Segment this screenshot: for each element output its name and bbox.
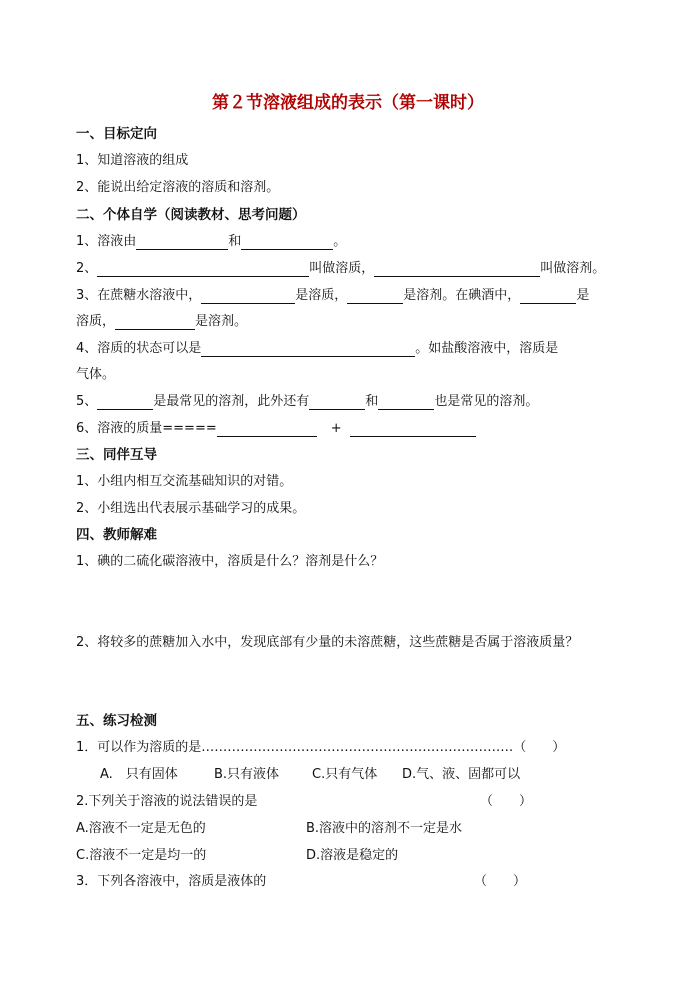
exercise-1: 1．可以作为溶质的是………………………………………………………………（ ）: [76, 740, 566, 755]
section-heading: 五、练习检测: [76, 713, 157, 729]
list-item: 2、能说出给定溶液的溶质和溶剂。: [76, 180, 280, 195]
question-text: 2、: [76, 261, 98, 276]
question-text: 叫做溶剂。: [540, 261, 606, 276]
answer-paren: （ ）: [480, 794, 533, 809]
section-heading: 一、目标定向: [76, 126, 157, 142]
answer-blank[interactable]: [115, 316, 195, 330]
question-text: 6、溶液的质量=====: [76, 421, 217, 436]
answer-paren: （ ）: [474, 874, 527, 889]
question-3: [76, 288, 589, 304]
answer-blank[interactable]: [241, 236, 333, 250]
option-b[interactable]: B.只有液体: [214, 767, 280, 782]
question-text: 1、溶液由: [76, 234, 137, 249]
question-text: 和: [365, 394, 379, 409]
answer-blank[interactable]: [136, 236, 228, 250]
answer-blank[interactable]: [378, 396, 434, 410]
answer-blank[interactable]: [201, 343, 415, 357]
option-d[interactable]: D.溶液是稳定的: [306, 848, 399, 863]
question-5: [76, 394, 538, 410]
question-text: 。: [333, 234, 347, 249]
question-text: 是溶剂。: [195, 314, 248, 329]
answer-blank[interactable]: [374, 263, 540, 277]
section-heading: 四、教师解难: [76, 527, 157, 543]
list-item: 1、知道溶液的组成: [76, 153, 189, 168]
question-text: 是溶剂。在碘酒中，: [403, 288, 521, 303]
option-c[interactable]: C.只有气体: [312, 767, 378, 782]
option-a[interactable]: A. 只有固体: [100, 767, 178, 782]
list-item: 1、碘的二硫化碳溶液中，溶质是什么？溶剂是什么？: [76, 554, 384, 569]
exercise-3: 3．下列各溶液中，溶质是液体的: [76, 874, 267, 889]
exercise-1-options: [100, 767, 520, 783]
option-c[interactable]: C.溶液不一定是均一的: [76, 848, 207, 863]
question-text: 是最常见的溶剂，此外还有: [153, 394, 310, 409]
answer-blank[interactable]: [217, 423, 317, 437]
answer-blank[interactable]: [309, 396, 365, 410]
question-1: [76, 234, 346, 250]
question-text: 和: [228, 234, 242, 249]
question-text: 3、在蔗糖水溶液中，: [76, 288, 202, 303]
section-heading: 三、同伴互导: [76, 447, 157, 463]
list-item: 2、将较多的蔗糖加入水中，发现底部有少量的未溶蔗糖，这些蔗糖是否属于溶液质量？: [76, 635, 579, 650]
question-text: +: [330, 421, 342, 436]
answer-blank[interactable]: [520, 290, 576, 304]
question-2: [76, 261, 605, 277]
question-text: 溶质，: [76, 314, 116, 329]
question-text: 也是常见的溶剂。: [434, 394, 539, 409]
list-item: 2、小组选出代表展示基础学习的成果。: [76, 501, 306, 516]
exercise-2: 2.下列关于溶液的说法错误的是: [76, 794, 258, 809]
question-4-cont: 气体。: [76, 367, 116, 382]
answer-blank[interactable]: [97, 396, 153, 410]
question-text: 。如盐酸溶液中，溶质是: [415, 341, 559, 356]
option-b[interactable]: B.溶液中的溶剂不一定是水: [306, 821, 463, 836]
answer-blank[interactable]: [347, 290, 403, 304]
page-title: 第２节溶液组成的表示（第一课时）: [212, 93, 484, 113]
section-heading: 二、个体自学（阅读教材、思考问题）: [76, 207, 306, 223]
question-text: 是: [576, 288, 590, 303]
question-4: [76, 341, 558, 357]
list-item: 1、小组内相互交流基础知识的对错。: [76, 474, 293, 489]
option-a[interactable]: A.溶液不一定是无色的: [76, 821, 206, 836]
question-3-cont: [76, 314, 247, 330]
question-text: 4、溶质的状态可以是: [76, 341, 202, 356]
question-text: 是溶质，: [295, 288, 348, 303]
question-6: [76, 421, 476, 437]
question-text: 叫做溶质，: [309, 261, 375, 276]
answer-blank[interactable]: [350, 423, 476, 437]
answer-blank[interactable]: [201, 290, 295, 304]
answer-blank[interactable]: [97, 263, 309, 277]
option-d[interactable]: D.气、液、固都可以: [402, 767, 521, 782]
question-text: 5、: [76, 394, 98, 409]
